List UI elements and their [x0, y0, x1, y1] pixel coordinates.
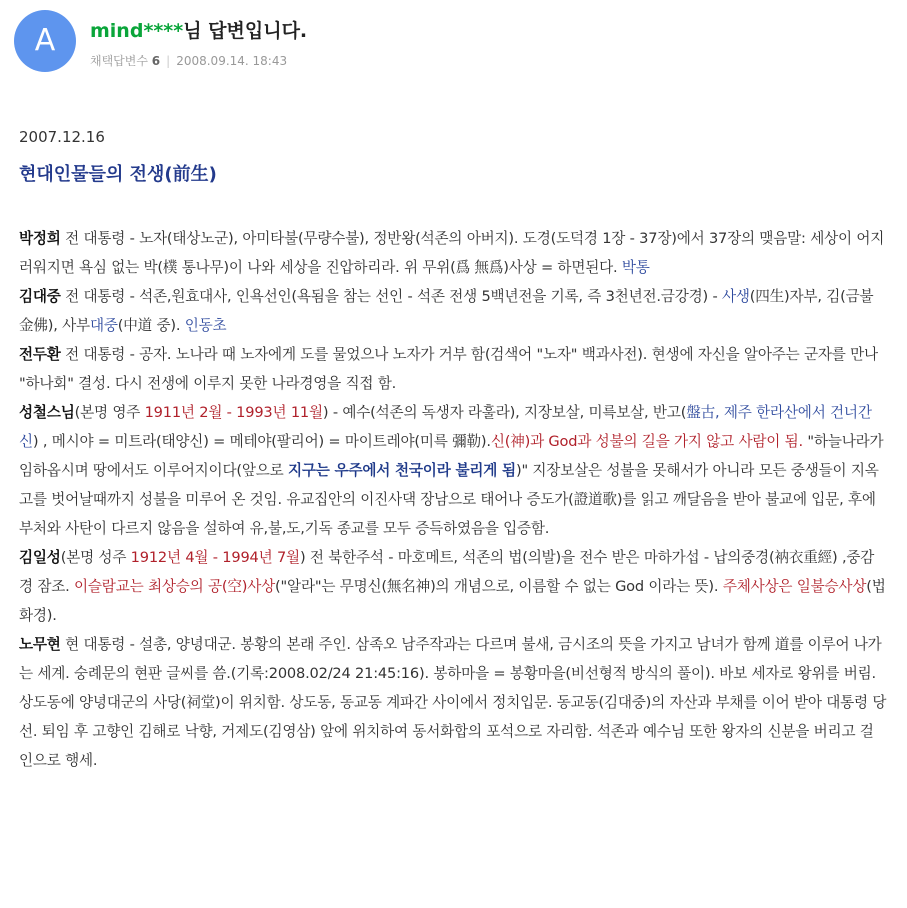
paragraph-text: 전 대통령 - 공자. 노나라 때 노자에게 도를 물었으나 노자가 거부 함(검색어 "노자" 백과사전). 현생에 자신을 알아주는 군자를 만나 "하나회" 결성. 다시 전생에 이루지 못한 나라경영을 직접 함. [19, 346, 878, 392]
paragraph-text: 현 대통령 - 설총, 양녕대군. 봉황의 본래 주인. 삼족오 남주작과는 다르며 불새, 금시조의 뜻을 가지고 남녀가 함께 道를 이루어 나가는 세계. 숭례문의 현판 글씨를 씀.(기록:2008.02/24 21:45:16). 봉하마을 = 봉황마을(비선형적 방식의 풀이). 바보 세자로 왕위를 버림. 상도동에 양녕대군의 사당(祠堂)이 위치함. 상도동, 동교동 계파간 사이에서 정치입문. 동교동(김대중)의 자산과 부채를 이어 받아 대통령 당선. 퇴임 후 고향인 김해로 낙향, 거제도(김영삼) 앞에 위치하여 동서화합의 포석으로 자리함. 석존과 예수님 또한 왕자의 신분을 버리고 걸인으로 행세. [19, 636, 887, 769]
paragraph-chun [19, 340, 887, 398]
answer-header [14, 10, 894, 74]
keyword-link[interactable]: 대중 [89, 317, 118, 334]
person-name: 전두환 [19, 346, 61, 363]
highlight-blue: 지구는 우주에서 천국이라 불리게 됨 [287, 462, 516, 479]
paragraph-text: ) - 예수(석존의 독생자 라훌라), 지장보살, 미륵보살, 반고( [322, 404, 687, 421]
paragraph-park [19, 224, 887, 282]
highlight-red: 1912년 4월 - 1994년 7월 [130, 549, 300, 566]
keyword-link[interactable]: 사생 [721, 288, 750, 305]
adopted-count: 6 [151, 54, 161, 68]
paragraph-text: ) , 메시야 = 미트라(태양신) = 메테야(팔리어) = 마이트레야(미륵 彌勒). [32, 433, 491, 450]
paragraph-text: (본명 성주 [60, 549, 131, 566]
person-name: 박정희 [19, 230, 61, 247]
paragraph-text: (中道 중). [117, 317, 185, 334]
paragraph-text: ) 전 북한주석 - 마호메트, 석존의 법(의발)을 전수 받은 마하가섭 - 납의중경(衲衣重經) ,중감경 잠조. [19, 549, 875, 595]
paragraph-text: )" 지장보살은 성불을 못해서가 아니라 모든 중생들이 지옥고를 벗어날때까지 성불을 미루어 온 것임. 유교집안의 이진사댁 장남으로 태어나 증도가(證道歌)를 읽고 깨달음을 받아 불교에 입문, 후에 부처와 사탄이 다르지 않음을 설하여 유,불,도,기독 종교를 모두 증득하였음을 입증함. [19, 462, 879, 537]
keyword-link[interactable]: 인동초 [184, 317, 227, 334]
keyword-link[interactable]: 박통 [621, 259, 650, 276]
highlight-red: 주체사상은 일불승사상 [722, 578, 867, 595]
answer-timestamp: 2008.09.14. 18:43 [176, 54, 288, 68]
author-id[interactable]: mind**** [90, 20, 184, 42]
avatar[interactable]: A [14, 10, 76, 72]
answer-meta [90, 52, 287, 69]
author-suffix: 님 답변입니다. [183, 20, 308, 42]
post-body [19, 224, 887, 775]
person-name: 노무현 [19, 636, 61, 653]
highlight-red: 이슬람교는 최상승의 공(空)사상 [74, 578, 276, 595]
paragraph-roh [19, 630, 887, 775]
paragraph-kim-dj [19, 282, 887, 340]
meta-divider: | [166, 54, 171, 68]
person-name: 김일성 [19, 549, 61, 566]
paragraph-text: "하늘나라가 임하옵시며 땅에서도 이루어지이다(앞으로 [19, 433, 884, 479]
paragraph-text: (본명 영주 [74, 404, 145, 421]
post-title: 현대인물들의 전생(前生) [19, 164, 217, 185]
paragraph-text: 전 대통령 - 석존,원효대사, 인욕선인(욕됨을 참는 선인 - 석존 전생 5백년전을 기록, 즉 3천년전.금강경) - [60, 288, 722, 305]
person-name: 김대중 [19, 288, 61, 305]
highlight-blue: 盤古, 제주 한라산에서 건너간 신 [19, 404, 872, 450]
paragraph-text: (법화경). [19, 578, 886, 624]
paragraph-seongcheol [19, 398, 887, 543]
adopted-label: 채택답변수 [90, 54, 148, 68]
paragraph-text: (四生)자부, 김(금불 金佛), 사부 [19, 288, 874, 334]
highlight-red: 1911년 2월 - 1993년 11월 [144, 404, 323, 421]
person-name: 성철스님 [19, 404, 75, 421]
highlight-red: 신(神)과 God과 성불의 길을 가지 않고 사람이 됨. [490, 433, 803, 450]
paragraph-text: ("알라"는 무명신(無名神)의 개념으로, 이름할 수 없는 God 이라는 뜻). [275, 578, 723, 595]
paragraph-text: 전 대통령 - 노자(태상노군), 아미타불(무량수불), 정반왕(석존의 아버지). 도경(도덕경 1장 - 37장)에서 37장의 맺음말: 세상이 어지러워지면 욕심 없는 박(樸 통나무)이 나와 세상을 진압하리라. 위 무위(爲 無爲)사상 = 하면된다. [19, 230, 885, 276]
post-date: 2007.12.16 [19, 128, 105, 146]
author-line [90, 16, 307, 43]
paragraph-kim-is [19, 543, 887, 630]
